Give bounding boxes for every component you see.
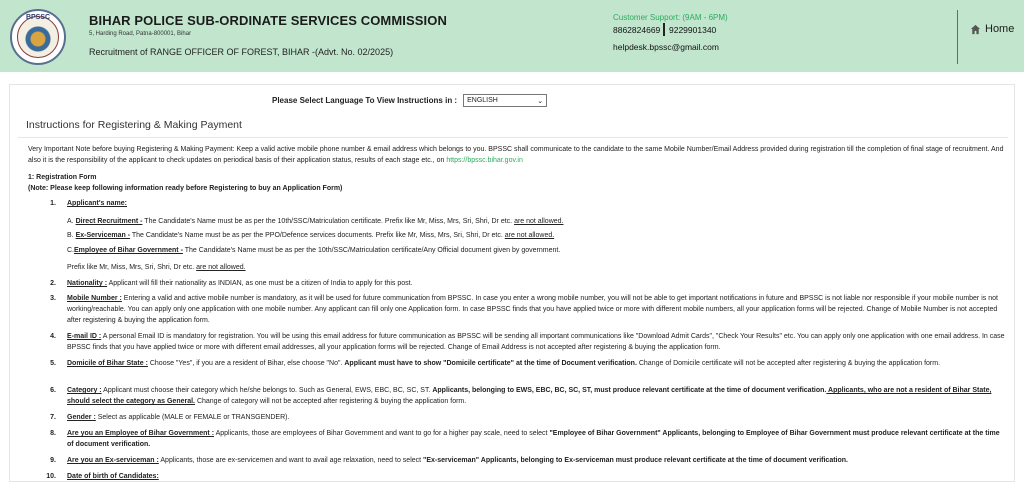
item-number: 1. [50,200,56,207]
item-bold-text: "Employee of Bihar Government" Applicants, belonging to Employee of Bihar Government must produce relevant certificate at the time of document verification. [67,430,1000,448]
item-content [67,412,1007,423]
sub-tail: are not allowed. [514,218,564,225]
org-address: 5, Harding Road, Patna-800001, Bihar [89,31,192,37]
item-text-2: Change of Domicile certificate will not be accepted after registering & buying the application form. [636,360,941,367]
bpssc-website-link[interactable]: https://bpssc.bihar.gov.in [446,157,523,164]
item-number: 6. [50,387,56,394]
bpssc-logo [10,9,66,65]
language-selected: ENGLISH [467,97,498,104]
org-title: BIHAR POLICE SUB-ORDINATE SERVICES COMMISSION [89,13,447,28]
logo-text: BPSSC [25,14,51,21]
sub-label: Ex-Serviceman - [75,232,131,239]
item-bold-underline-text: Applicants, who are not a resident of Bihar State, should select the category as General. [67,387,992,405]
item-content [67,385,1007,407]
phone-separator [663,23,665,36]
item-content [67,293,1007,326]
chevron-down-icon: ⌄ [537,97,544,105]
item-bold-text: Applicant must have to show "Domicile certificate" at the time of Document verification. [344,360,637,367]
header-divider [957,10,958,64]
item-text-2: Change of category will not be accepted after registering & buying the application form. [195,398,467,405]
home-label: Home [985,23,1015,35]
home-button[interactable] [970,21,1014,37]
item-content [67,278,1007,289]
sub-text: The Candidate's Name must be as per the PPO/Defence services documents. Prefix like Mr, Miss, Mrs, Sri, Shri, Dr etc. [130,232,503,239]
item-label: Date of birth of Candidates: [67,473,159,480]
item-number: 7. [50,414,56,421]
sub-prefix: C. [67,247,74,254]
important-note-text: Very Important Note before buying Registering & Making Payment: Keep a valid active mobile phone number & email address which belongs to you. BPSSC shall communicate to the candidate to the same Mobile Number/Email Address provided during registration till the completion of final stage of recruitment. And also it is the responsibility of the applicant to check updates on periodical basis of their application status, results of each stage etc., on [28,146,1004,164]
language-label: Please Select Language To View Instructions in : [272,96,458,105]
divider [18,137,1008,138]
item-content [67,428,1007,450]
item-text: Select as applicable (MALE or FEMALE or TRANSGENDER). [95,414,290,421]
support-phone-2: 9229901340 [669,25,717,35]
instructions-panel [9,84,1015,482]
registration-note: (Note: Please keep following information ready before Registering to buy an Application Form) [28,185,343,192]
support-phone-1: 8862824669 [613,25,661,35]
item-label: Are you an Ex-serviceman : [67,457,159,464]
item-number: 8. [50,430,56,437]
item-text: Applicant will fill their nationality as INDIAN, as one must be a citizen of India to apply for this post. [107,280,413,287]
support-email: helpdesk.bpssc@gmail.com [613,42,719,52]
sub-prefix: B. [67,232,74,239]
item-text: Applicants, those are ex-servicemen and want to avail age relaxation, need to select [158,457,424,464]
sub-item [67,230,1007,241]
sub-prefix: A. [67,218,74,225]
item-number: 9. [50,457,56,464]
sub-label: Employee of Bihar Government - [74,247,183,254]
item-number: 5. [50,360,56,367]
item-number: 3. [50,295,56,302]
site-header [0,0,1024,72]
item-label: E-mail ID : [67,333,102,340]
item-label: Category : [67,387,102,394]
item-label: Applicant's name: [67,200,128,207]
sub-item [67,216,1007,227]
item-label: Mobile Number : [67,295,122,302]
item-text: Applicant must choose their category which he/she belongs to. Such as General, EWS, EBC, BC, SC, ST. [101,387,433,394]
sub-tail: are not allowed. [196,264,246,271]
item-content [67,471,1007,482]
item-label: Gender : [67,414,96,421]
home-icon [970,24,981,35]
important-note [28,144,1008,166]
item-content [67,358,1007,369]
item-label: Nationality : [67,280,108,287]
sub-item [67,262,1007,273]
item-text: Applicants, those are employees of Bihar Government and want to go for a higher pay scale, need to select [214,430,550,437]
item-bold-text: "Ex-serviceman" Applicants, belonging to Ex-serviceman must produce relevant certificate at the time of document verification. [423,457,848,464]
customer-support-title: Customer Support: (9AM - 6PM) [613,13,728,22]
item-bold-text: Applicants, belonging to EWS, EBC, BC, SC, ST, must produce relevant certificate at the time of document verification. [432,387,827,394]
item-text: A personal Email ID is mandatory for registration. You will be using this email address for future communication as BPSSC will be sending all important communications like "Download Admit Cards", "Check Your Results" etc. You can apply only one application with one email address. In case BPSSC finds that you have applied twice or more with different email addresses, all your application forms will be rejected. Change of Email Address is not accepted after registering & buying the application form. [67,333,1005,351]
instructions-title: Instructions for Registering & Making Payment [26,119,242,131]
emblem-icon [17,16,59,58]
item-content [67,331,1007,353]
sub-text: The Candidate's Name must be as per the 10th/SSC/Matriculation certificate/Any Official document given by government. [182,247,561,254]
item-number: 10. [46,473,56,480]
section-registration-form: 1: Registration Form [28,174,97,181]
item-text: Choose "Yes", if you are a resident of Bihar, else choose "No". [147,360,345,367]
item-label: Are you an Employee of Bihar Government : [67,430,215,437]
sub-item [67,245,1007,256]
language-selector-row [272,94,547,107]
recruitment-title: Recruitment of RANGE OFFICER OF FOREST, BIHAR -(Advt. No. 02/2025) [89,47,394,57]
sub-text: Prefix like Mr, Miss, Mrs, Sri, Shri, Dr etc. [67,264,195,271]
item-text: Entering a valid and active mobile number is mandatory, as it will be used for future communication from BPSSC. In case you enter a wrong mobile number, you will not be able to get important notifications in future and BPSSC is not liable nor responsible if your mobile number is not working/reachable. You can apply only one application with one mobile number. Any applicant can fill only one Application form. In case BPSSC finds that you have applied twice or more with different mobile numbers, all your application forms will be rejected. Change of Mobile Number is not accepted after registering & buying the application form. [67,295,998,324]
sub-tail: are not allowed. [504,232,555,239]
language-select[interactable] [463,94,547,107]
item-number: 2. [50,280,56,287]
item-number: 4. [50,333,56,340]
item-content [67,455,1007,466]
sub-label: Direct Recruitment - [75,218,143,225]
item-label: Domicile of Bihar State : [67,360,148,367]
sub-text: The Candidate's Name must be as per the 10th/SSC/Matriculation certificate. Prefix like Mr, Miss, Mrs, Sri, Shri, Dr etc. [142,218,513,225]
